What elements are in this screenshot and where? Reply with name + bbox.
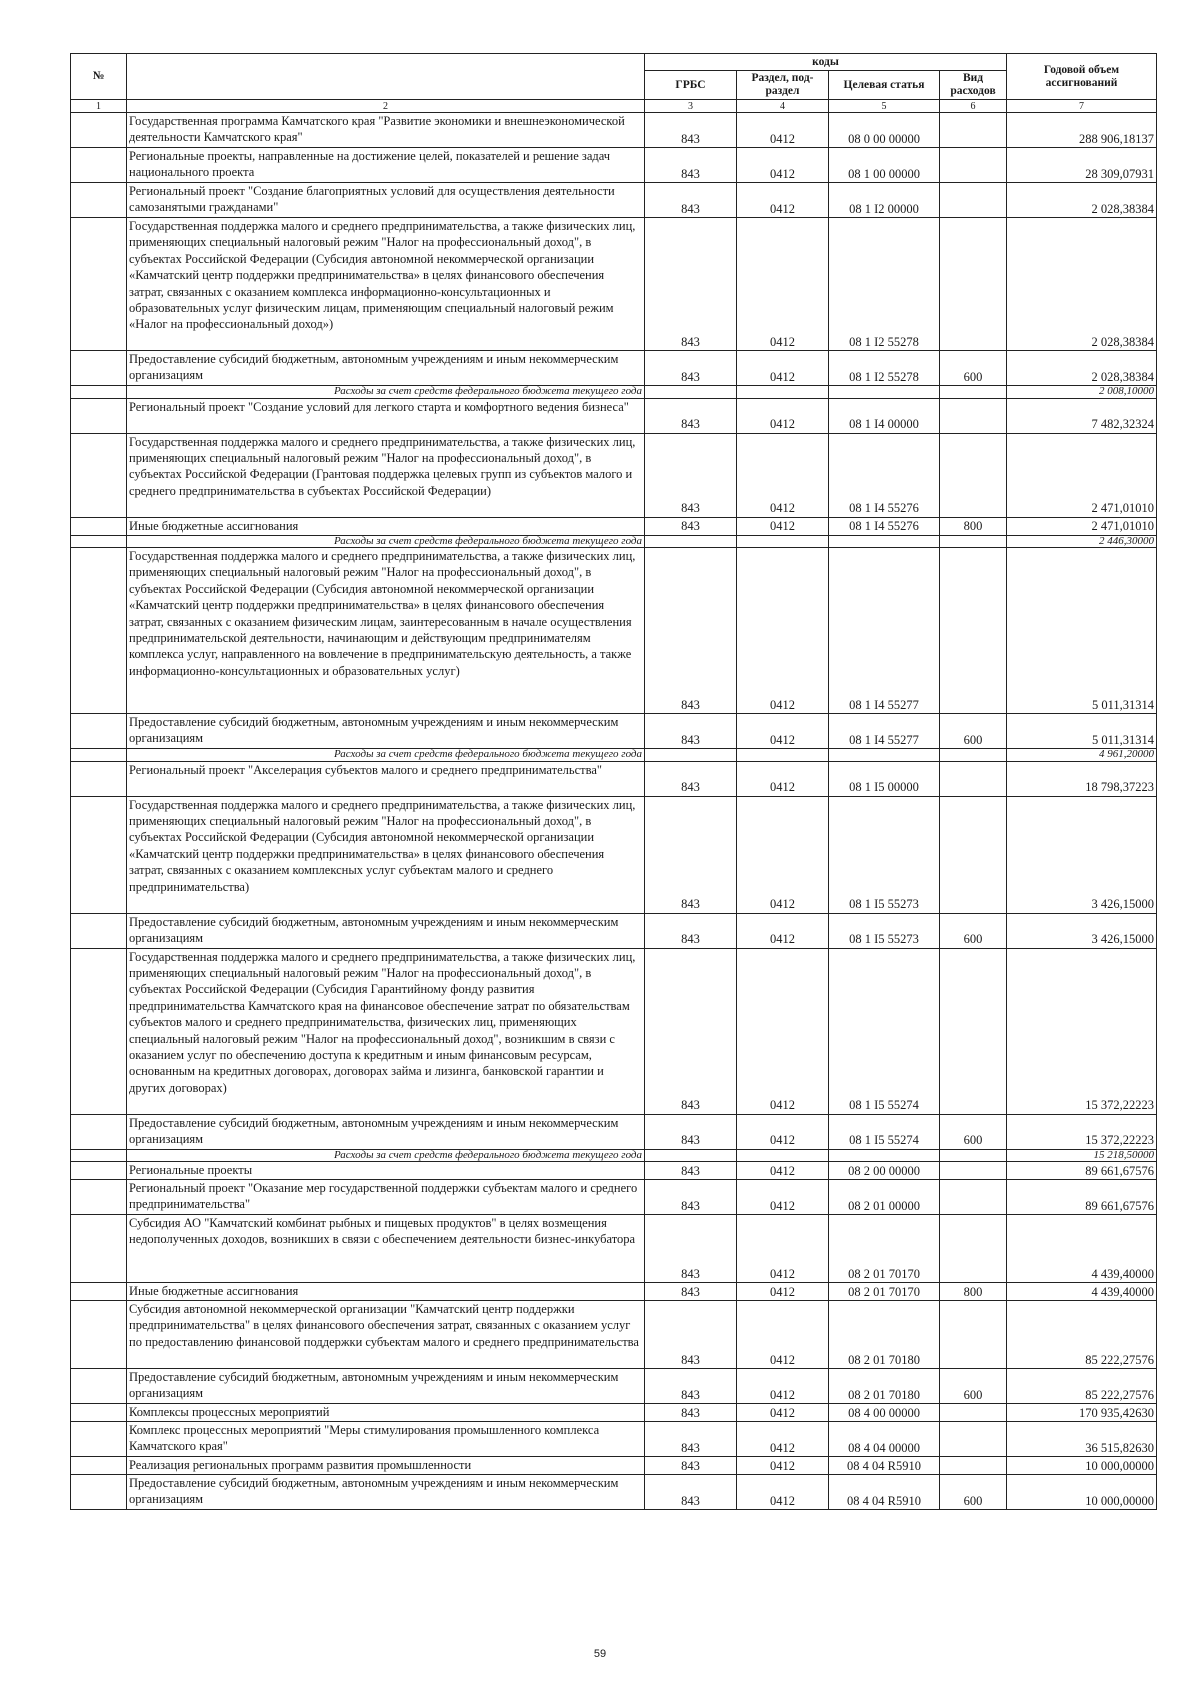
cell-amount: 2 471,01010 bbox=[1007, 517, 1157, 535]
page-number: 59 bbox=[593, 1648, 607, 1660]
cell-grbs: 843 bbox=[645, 1215, 737, 1283]
cell-section: 0412 bbox=[737, 113, 829, 148]
cell-num bbox=[71, 1180, 127, 1215]
cell-section: 0412 bbox=[737, 218, 829, 351]
table-body bbox=[71, 113, 1157, 1510]
table-row bbox=[71, 113, 1157, 148]
cell-grbs: 843 bbox=[645, 113, 737, 148]
header-codes: коды bbox=[645, 54, 1007, 71]
cell-section: 0412 bbox=[737, 148, 829, 183]
cell-kind bbox=[940, 148, 1007, 183]
budget-table bbox=[70, 53, 1157, 1510]
cell-target: 08 1 I2 00000 bbox=[829, 183, 940, 218]
cell-amount: 89 661,67576 bbox=[1007, 1162, 1157, 1180]
cell-amount: 170 935,42630 bbox=[1007, 1404, 1157, 1422]
cell-kind: 600 bbox=[940, 714, 1007, 749]
cell-name: Расходы за счет средств федерального бюджета текущего года bbox=[127, 535, 645, 548]
cell-target bbox=[829, 535, 940, 548]
cell-grbs: 843 bbox=[645, 1422, 737, 1457]
cell-section: 0412 bbox=[737, 433, 829, 517]
cell-section: 0412 bbox=[737, 183, 829, 218]
federal-funds-row bbox=[71, 749, 1157, 762]
cell-grbs: 843 bbox=[645, 148, 737, 183]
federal-funds-row bbox=[71, 386, 1157, 399]
cell-target: 08 1 I4 55277 bbox=[829, 714, 940, 749]
cell-grbs: 843 bbox=[645, 351, 737, 386]
cell-num bbox=[71, 1301, 127, 1369]
cell-name: Субсидия автономной некоммерческой организации "Камчатский центр поддержки предпринимательства" в целях финансового обеспечения затрат, связанных с оказанием услуг по предоставлению финансовой поддержки субъектам малого и среднего предпринимательства bbox=[127, 1301, 645, 1369]
cell-section: 0412 bbox=[737, 1114, 829, 1149]
federal-funds-row bbox=[71, 535, 1157, 548]
cell-target: 08 0 00 00000 bbox=[829, 113, 940, 148]
table-row bbox=[71, 548, 1157, 714]
cell-num bbox=[71, 1404, 127, 1422]
cell-num bbox=[71, 1422, 127, 1457]
cell-grbs: 843 bbox=[645, 398, 737, 433]
cell-target bbox=[829, 1149, 940, 1162]
cell-section bbox=[737, 386, 829, 399]
cell-name: Региональные проекты bbox=[127, 1162, 645, 1180]
cell-grbs: 843 bbox=[645, 1114, 737, 1149]
cell-grbs: 843 bbox=[645, 1180, 737, 1215]
cell-num bbox=[71, 148, 127, 183]
cell-num bbox=[71, 218, 127, 351]
cell-name: Расходы за счет средств федерального бюджета текущего года bbox=[127, 386, 645, 399]
cell-name: Иные бюджетные ассигнования bbox=[127, 517, 645, 535]
cell-kind bbox=[940, 218, 1007, 351]
cell-num bbox=[71, 1149, 127, 1162]
table-row bbox=[71, 913, 1157, 948]
cell-grbs: 843 bbox=[645, 218, 737, 351]
cell-kind bbox=[940, 749, 1007, 762]
table-row bbox=[71, 1283, 1157, 1301]
cell-grbs: 843 bbox=[645, 1475, 737, 1510]
col-number: 5 bbox=[829, 100, 940, 113]
cell-amount: 4 439,40000 bbox=[1007, 1283, 1157, 1301]
cell-target: 08 1 I4 55276 bbox=[829, 517, 940, 535]
table-row bbox=[71, 1369, 1157, 1404]
cell-name: Предоставление субсидий бюджетным, автономным учреждениям и иным некоммерческим организациям bbox=[127, 1369, 645, 1404]
cell-num bbox=[71, 433, 127, 517]
table-header bbox=[71, 54, 1157, 113]
cell-section: 0412 bbox=[737, 398, 829, 433]
cell-amount: 4 961,20000 bbox=[1007, 749, 1157, 762]
cell-target: 08 1 I5 55274 bbox=[829, 948, 940, 1114]
cell-grbs: 843 bbox=[645, 548, 737, 714]
cell-kind bbox=[940, 948, 1007, 1114]
cell-num bbox=[71, 548, 127, 714]
cell-kind bbox=[940, 1180, 1007, 1215]
table-row bbox=[71, 948, 1157, 1114]
cell-num bbox=[71, 1369, 127, 1404]
cell-name: Государственная поддержка малого и среднего предпринимательства, а также физических лиц, применяющих специальный налоговый режим "Налог на профессиональный доход", в субъектах Российской Федерации (Грантовая поддержка целевых групп из субъектов малого и среднего предпринимательства в субъектах Российской Федерации) bbox=[127, 433, 645, 517]
table-row bbox=[71, 1301, 1157, 1369]
cell-name: Предоставление субсидий бюджетным, автономным учреждениям и иным некоммерческим организациям bbox=[127, 1475, 645, 1510]
cell-target: 08 1 I4 55277 bbox=[829, 548, 940, 714]
cell-kind bbox=[940, 548, 1007, 714]
cell-target: 08 4 04 R5910 bbox=[829, 1457, 940, 1475]
cell-name: Комплексы процессных мероприятий bbox=[127, 1404, 645, 1422]
header-name bbox=[127, 54, 645, 100]
cell-target bbox=[829, 749, 940, 762]
cell-section: 0412 bbox=[737, 761, 829, 796]
col-number: 7 bbox=[1007, 100, 1157, 113]
cell-kind bbox=[940, 386, 1007, 399]
table-row bbox=[71, 1404, 1157, 1422]
cell-target bbox=[829, 386, 940, 399]
col-number: 1 bbox=[71, 100, 127, 113]
cell-grbs: 843 bbox=[645, 1283, 737, 1301]
cell-amount: 4 439,40000 bbox=[1007, 1215, 1157, 1283]
cell-amount: 3 426,15000 bbox=[1007, 796, 1157, 913]
cell-name: Иные бюджетные ассигнования bbox=[127, 1283, 645, 1301]
cell-target: 08 2 01 70170 bbox=[829, 1215, 940, 1283]
cell-name: Государственная программа Камчатского края "Развитие экономики и внешнеэкономической деятельности Камчатского края" bbox=[127, 113, 645, 148]
cell-kind bbox=[940, 113, 1007, 148]
cell-section: 0412 bbox=[737, 1215, 829, 1283]
cell-num bbox=[71, 1457, 127, 1475]
cell-name: Государственная поддержка малого и среднего предпринимательства, а также физических лиц, применяющих специальный налоговый режим "Налог на профессиональный доход", в субъектах Российской Федерации (Субсидия автономной некоммерческой организации «Камчатский центр поддержки предпринимательства» в целях финансового обеспечения затрат, связанных с оказанием комплексных услуг субъектам малого и среднего предпринимательства) bbox=[127, 796, 645, 913]
cell-section: 0412 bbox=[737, 714, 829, 749]
cell-amount: 85 222,27576 bbox=[1007, 1301, 1157, 1369]
cell-name: Субсидия АО "Камчатский комбинат рыбных и пищевых продуктов" в целях возмещения недополученных доходов, возникших в связи с обеспечением деятельности бизнес-инкубатора bbox=[127, 1215, 645, 1283]
cell-grbs: 843 bbox=[645, 1162, 737, 1180]
cell-target: 08 1 I5 00000 bbox=[829, 761, 940, 796]
cell-target: 08 2 01 00000 bbox=[829, 1180, 940, 1215]
cell-kind: 600 bbox=[940, 913, 1007, 948]
table-row bbox=[71, 1162, 1157, 1180]
cell-name: Предоставление субсидий бюджетным, автономным учреждениям и иным некоммерческим организациям bbox=[127, 913, 645, 948]
table-row bbox=[71, 1457, 1157, 1475]
cell-grbs bbox=[645, 535, 737, 548]
cell-section: 0412 bbox=[737, 1475, 829, 1510]
cell-name: Государственная поддержка малого и среднего предпринимательства, а также физических лиц, применяющих специальный налоговый режим "Налог на профессиональный доход", в субъектах Российской Федерации (Субсидия Гарантийному фонду развития предпринимательства Камчатского края на финансовое обеспечение затрат по обязательствам субъектов малого и среднего предпринимательства, физических лиц, применяющих специальный налоговый режим "Налог на профессиональный доход", возникшим в связи с оказанием услуг по обеспечению доступа к кредитным и иным финансовым ресурсам, основанным на кредитных договорах, договорах займа и лизинга, банковской гарантии и других договорах) bbox=[127, 948, 645, 1114]
table-row bbox=[71, 796, 1157, 913]
cell-num bbox=[71, 1215, 127, 1283]
cell-grbs: 843 bbox=[645, 1301, 737, 1369]
table-row bbox=[71, 433, 1157, 517]
header-section: Раздел, под-раздел bbox=[737, 71, 829, 100]
cell-kind: 600 bbox=[940, 1369, 1007, 1404]
cell-section: 0412 bbox=[737, 1180, 829, 1215]
cell-target: 08 4 00 00000 bbox=[829, 1404, 940, 1422]
table-row bbox=[71, 517, 1157, 535]
table-row bbox=[71, 218, 1157, 351]
table-row bbox=[71, 148, 1157, 183]
table-row bbox=[71, 1114, 1157, 1149]
cell-target: 08 1 I5 55274 bbox=[829, 1114, 940, 1149]
cell-kind: 800 bbox=[940, 1283, 1007, 1301]
table-row bbox=[71, 1215, 1157, 1283]
cell-amount: 10 000,00000 bbox=[1007, 1457, 1157, 1475]
cell-amount: 10 000,00000 bbox=[1007, 1475, 1157, 1510]
cell-section: 0412 bbox=[737, 796, 829, 913]
cell-grbs: 843 bbox=[645, 1404, 737, 1422]
cell-section: 0412 bbox=[737, 913, 829, 948]
cell-num bbox=[71, 517, 127, 535]
cell-name: Предоставление субсидий бюджетным, автономным учреждениям и иным некоммерческим организациям bbox=[127, 714, 645, 749]
cell-grbs: 843 bbox=[645, 183, 737, 218]
cell-grbs: 843 bbox=[645, 948, 737, 1114]
header-num: № bbox=[71, 54, 127, 100]
cell-section bbox=[737, 749, 829, 762]
cell-name: Реализация региональных программ развития промышленности bbox=[127, 1457, 645, 1475]
budget-sheet bbox=[70, 53, 1156, 1510]
cell-grbs bbox=[645, 749, 737, 762]
cell-target: 08 2 01 70180 bbox=[829, 1301, 940, 1369]
cell-kind bbox=[940, 1404, 1007, 1422]
cell-name: Расходы за счет средств федерального бюджета текущего года bbox=[127, 1149, 645, 1162]
cell-target: 08 1 I5 55273 bbox=[829, 913, 940, 948]
col-number: 4 bbox=[737, 100, 829, 113]
cell-amount: 288 906,18137 bbox=[1007, 113, 1157, 148]
cell-section: 0412 bbox=[737, 517, 829, 535]
cell-num bbox=[71, 1114, 127, 1149]
cell-kind bbox=[940, 1422, 1007, 1457]
cell-grbs: 843 bbox=[645, 761, 737, 796]
cell-name: Региональный проект "Оказание мер государственной поддержки субъектам малого и среднего предпринимательства" bbox=[127, 1180, 645, 1215]
cell-kind: 600 bbox=[940, 1475, 1007, 1510]
cell-grbs bbox=[645, 1149, 737, 1162]
cell-grbs: 843 bbox=[645, 517, 737, 535]
cell-target: 08 1 I4 55276 bbox=[829, 433, 940, 517]
cell-amount: 36 515,82630 bbox=[1007, 1422, 1157, 1457]
cell-section bbox=[737, 535, 829, 548]
header-amount: Годовой объем ассигнований bbox=[1007, 54, 1157, 100]
cell-target: 08 1 00 00000 bbox=[829, 148, 940, 183]
cell-num bbox=[71, 535, 127, 548]
cell-section bbox=[737, 1149, 829, 1162]
cell-section: 0412 bbox=[737, 1369, 829, 1404]
table-row bbox=[71, 714, 1157, 749]
cell-target: 08 1 I2 55278 bbox=[829, 218, 940, 351]
cell-section: 0412 bbox=[737, 1404, 829, 1422]
cell-target: 08 4 04 R5910 bbox=[829, 1475, 940, 1510]
cell-kind bbox=[940, 1149, 1007, 1162]
cell-num bbox=[71, 1475, 127, 1510]
cell-amount: 2 028,38384 bbox=[1007, 183, 1157, 218]
cell-kind bbox=[940, 761, 1007, 796]
cell-name: Предоставление субсидий бюджетным, автономным учреждениям и иным некоммерческим организациям bbox=[127, 1114, 645, 1149]
cell-num bbox=[71, 913, 127, 948]
cell-num bbox=[71, 761, 127, 796]
cell-grbs: 843 bbox=[645, 1457, 737, 1475]
cell-num bbox=[71, 113, 127, 148]
cell-amount: 15 218,50000 bbox=[1007, 1149, 1157, 1162]
cell-amount: 2 028,38384 bbox=[1007, 218, 1157, 351]
cell-kind bbox=[940, 1162, 1007, 1180]
cell-kind bbox=[940, 535, 1007, 548]
table-row bbox=[71, 1180, 1157, 1215]
cell-kind bbox=[940, 1301, 1007, 1369]
cell-kind: 600 bbox=[940, 351, 1007, 386]
cell-target: 08 1 I4 00000 bbox=[829, 398, 940, 433]
cell-num bbox=[71, 948, 127, 1114]
cell-grbs: 843 bbox=[645, 796, 737, 913]
cell-section: 0412 bbox=[737, 948, 829, 1114]
cell-amount: 2 008,10000 bbox=[1007, 386, 1157, 399]
cell-amount: 15 372,22223 bbox=[1007, 1114, 1157, 1149]
table-row bbox=[71, 761, 1157, 796]
cell-section: 0412 bbox=[737, 1162, 829, 1180]
cell-num bbox=[71, 796, 127, 913]
cell-section: 0412 bbox=[737, 1422, 829, 1457]
cell-target: 08 2 00 00000 bbox=[829, 1162, 940, 1180]
cell-num bbox=[71, 398, 127, 433]
table-row bbox=[71, 1422, 1157, 1457]
cell-amount: 15 372,22223 bbox=[1007, 948, 1157, 1114]
cell-amount: 2 446,30000 bbox=[1007, 535, 1157, 548]
cell-section: 0412 bbox=[737, 548, 829, 714]
cell-num bbox=[71, 1283, 127, 1301]
cell-amount: 5 011,31314 bbox=[1007, 548, 1157, 714]
federal-funds-row bbox=[71, 1149, 1157, 1162]
cell-section: 0412 bbox=[737, 1301, 829, 1369]
cell-name: Региональный проект "Создание благоприятных условий для осуществления деятельности самозанятыми гражданами" bbox=[127, 183, 645, 218]
cell-kind bbox=[940, 433, 1007, 517]
col-number: 2 bbox=[127, 100, 645, 113]
cell-kind: 600 bbox=[940, 1114, 1007, 1149]
cell-num bbox=[71, 714, 127, 749]
cell-grbs: 843 bbox=[645, 1369, 737, 1404]
cell-kind bbox=[940, 398, 1007, 433]
cell-num bbox=[71, 749, 127, 762]
cell-name: Региональный проект "Акселерация субъектов малого и среднего предпринимательства" bbox=[127, 761, 645, 796]
cell-grbs: 843 bbox=[645, 714, 737, 749]
cell-section: 0412 bbox=[737, 1283, 829, 1301]
cell-grbs: 843 bbox=[645, 913, 737, 948]
cell-kind: 800 bbox=[940, 517, 1007, 535]
table-row bbox=[71, 183, 1157, 218]
cell-amount: 28 309,07931 bbox=[1007, 148, 1157, 183]
cell-name: Государственная поддержка малого и среднего предпринимательства, а также физических лиц, применяющих специальный налоговый режим "Налог на профессиональный доход", в субъектах Российской Федерации (Субсидия автономной некоммерческой организации «Камчатский центр поддержки предпринимательства» в целях финансового обеспечения затрат, связанных с оказанием комплекса информационно-консультационных и образовательных услуг физическим лицам, применяющим специальный налоговый режим «Налог на профессиональный доход») bbox=[127, 218, 645, 351]
cell-target: 08 2 01 70170 bbox=[829, 1283, 940, 1301]
cell-grbs bbox=[645, 386, 737, 399]
cell-num bbox=[71, 386, 127, 399]
cell-amount: 2 471,01010 bbox=[1007, 433, 1157, 517]
cell-kind bbox=[940, 796, 1007, 913]
cell-target: 08 2 01 70180 bbox=[829, 1369, 940, 1404]
cell-num bbox=[71, 351, 127, 386]
header-grbs: ГРБС bbox=[645, 71, 737, 100]
table-row bbox=[71, 351, 1157, 386]
cell-amount: 7 482,32324 bbox=[1007, 398, 1157, 433]
cell-section: 0412 bbox=[737, 1457, 829, 1475]
cell-num bbox=[71, 1162, 127, 1180]
cell-name: Комплекс процессных мероприятий "Меры стимулирования промышленного комплекса Камчатского края" bbox=[127, 1422, 645, 1457]
col-number: 3 bbox=[645, 100, 737, 113]
cell-kind bbox=[940, 183, 1007, 218]
cell-amount: 2 028,38384 bbox=[1007, 351, 1157, 386]
cell-target: 08 1 I2 55278 bbox=[829, 351, 940, 386]
cell-section: 0412 bbox=[737, 351, 829, 386]
cell-kind bbox=[940, 1215, 1007, 1283]
table-row bbox=[71, 1475, 1157, 1510]
cell-target: 08 1 I5 55273 bbox=[829, 796, 940, 913]
cell-num bbox=[71, 183, 127, 218]
table-row bbox=[71, 398, 1157, 433]
cell-name: Государственная поддержка малого и среднего предпринимательства, а также физических лиц, применяющих специальный налоговый режим "Налог на профессиональный доход", в субъектах Российской Федерации (Субсидия автономной некоммерческой организации «Камчатский центр поддержки предпринимательства» в целях финансового обеспечения затрат, связанных с оказанием физическим лицам, заинтересованным в начале осуществления предпринимательской деятельности, начинающим и действующим предпринимателям комплекса услуг, направленного на вовлечение в предпринимательскую деятельность, а также информационно-консультационных и образовательных услуг) bbox=[127, 548, 645, 714]
col-number: 6 bbox=[940, 100, 1007, 113]
cell-amount: 85 222,27576 bbox=[1007, 1369, 1157, 1404]
cell-amount: 3 426,15000 bbox=[1007, 913, 1157, 948]
cell-kind bbox=[940, 1457, 1007, 1475]
cell-grbs: 843 bbox=[645, 433, 737, 517]
cell-amount: 89 661,67576 bbox=[1007, 1180, 1157, 1215]
cell-amount: 5 011,31314 bbox=[1007, 714, 1157, 749]
cell-name: Расходы за счет средств федерального бюджета текущего года bbox=[127, 749, 645, 762]
header-target: Целевая статья bbox=[829, 71, 940, 100]
header-kind: Вид расходов bbox=[940, 71, 1007, 100]
cell-name: Предоставление субсидий бюджетным, автономным учреждениям и иным некоммерческим организациям bbox=[127, 351, 645, 386]
cell-amount: 18 798,37223 bbox=[1007, 761, 1157, 796]
cell-name: Региональный проект "Создание условий для легкого старта и комфортного ведения бизнеса" bbox=[127, 398, 645, 433]
cell-name: Региональные проекты, направленные на достижение целей, показателей и решение задач национального проекта bbox=[127, 148, 645, 183]
cell-target: 08 4 04 00000 bbox=[829, 1422, 940, 1457]
